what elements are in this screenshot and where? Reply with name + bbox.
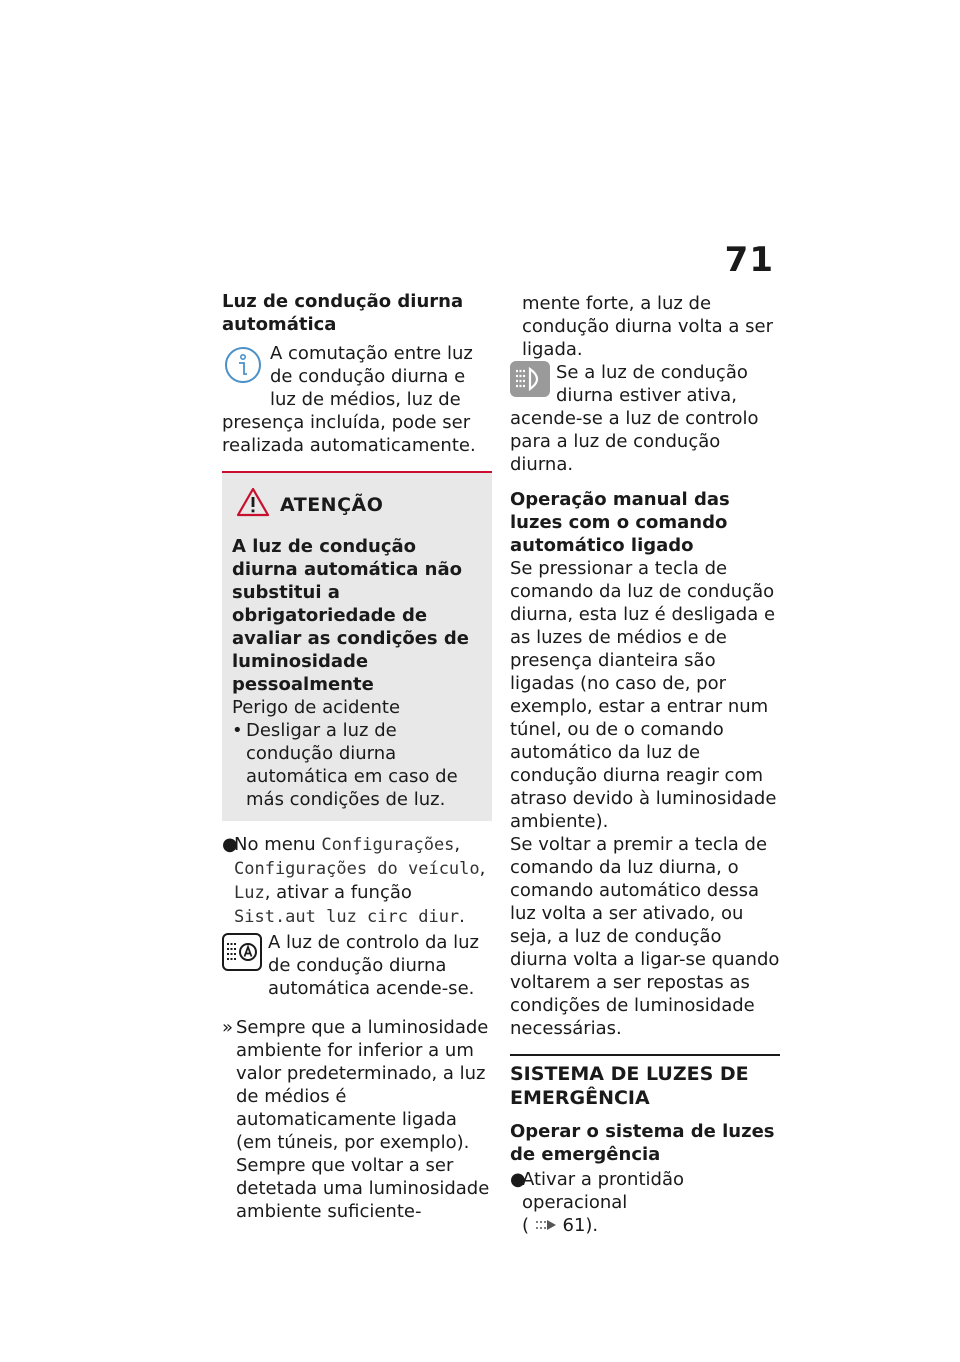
step-menu xyxy=(222,833,492,929)
menu-configuracoes-veiculo: Configurações do veículo xyxy=(234,859,480,879)
warning-bold-text: A luz de condução diurna automática não substitui a obrigatoriedade de avaliar as condições de luminosidade pessoalmente xyxy=(232,536,470,695)
manual-text-1: Se pressionar a tecla de comando da luz de condução diurna, esta luz é desligada e as luzes de médios e de presença dianteira são ligadas (no caso de, por exemplo, estar a entrar num túnel, ou de o comando automático da luz de condução diurna reagir com atraso devido à luminosidade ambiente). xyxy=(510,558,777,832)
warning-bullet: • Desligar a luz de condução diurna automática em caso de más condições de luz. xyxy=(232,719,482,811)
info-icon xyxy=(222,344,264,392)
sub-heading-emergency: Operar o sistema de luzes de emergência xyxy=(510,1121,775,1165)
warning-header xyxy=(236,487,482,523)
menu-configuracoes: Configurações xyxy=(321,835,455,855)
result-mark: » xyxy=(222,1017,234,1038)
step-bullet: ● xyxy=(222,834,238,855)
left-column xyxy=(222,290,492,1223)
menu-luz: Luz xyxy=(234,883,265,903)
section-heading-auto-drl: Luz de condução diurna automática xyxy=(222,291,464,335)
step-sep: , xyxy=(479,858,486,879)
step-readiness xyxy=(510,1168,780,1237)
ref-close: ). xyxy=(585,1215,599,1236)
info-text: A comutação entre luz de condução diurna e luz de médios, luz de presença incluída, pode ser realizada automaticamente. xyxy=(222,343,476,456)
auto-daytime-light-indicator-icon xyxy=(222,933,262,977)
warning-title: ATENÇÃO xyxy=(280,493,384,516)
drl-indicator-note xyxy=(510,361,780,476)
page-number: 71 xyxy=(724,240,774,280)
step-mid: , ativar a função xyxy=(264,882,412,903)
auto-drl-indicator-text: A luz de controlo da luz de condução diurna automática acende-se. xyxy=(268,932,479,999)
drl-indicator-text: Se a luz de condução diurna estiver ativa, acende-se a luz de controlo para a luz de condução diurna. xyxy=(510,362,759,475)
warning-bullets xyxy=(232,719,482,811)
ref-open: ( xyxy=(522,1215,530,1236)
right-column xyxy=(510,292,780,1237)
warning-triangle-icon xyxy=(236,487,270,523)
info-note xyxy=(222,342,492,457)
warning-hazard: Perigo de acidente xyxy=(232,697,401,718)
step-prefix: No menu xyxy=(234,834,322,855)
step-readiness-text: Ativar a prontidão operacional xyxy=(522,1169,684,1213)
daytime-light-indicator-icon xyxy=(510,361,550,403)
manual-operation-heading: Operação manual das luzes com o comando automático ligado xyxy=(510,489,730,556)
result-note xyxy=(222,1016,492,1223)
menu-sist-aut-luz: Sist.aut luz circ diur xyxy=(234,907,460,927)
step-bullet: ● xyxy=(510,1169,526,1190)
result-text: Sempre que a luminosidade ambiente for inferior a um valor predeterminado, a luz de médios é automaticamente ligada (em túneis, por exemplo). Sempre que voltar a ser detetada uma luminosidade ambiente suficiente- xyxy=(236,1017,490,1222)
ref-page[interactable]: 61 xyxy=(562,1215,586,1236)
manual-text-2: Se voltar a premir a tecla de comando da luz diurna, o comando automático dessa luz volta a ser ativado, ou seja, a luz de condução diurna volta a ligar-se quando voltarem a ser repostas as condições de luminosidade necessárias. xyxy=(510,834,780,1039)
step-sep: , xyxy=(454,834,461,855)
warning-box xyxy=(222,471,492,821)
section-divider xyxy=(510,1054,780,1110)
step-end: . xyxy=(459,906,465,927)
continuation-text: mente forte, a luz de condução diurna volta a ser ligada. xyxy=(522,293,773,360)
auto-drl-indicator-note xyxy=(222,931,492,1000)
section-title-emergency: SISTEMA DE LUZES DE EMERGÊNCIA xyxy=(510,1063,749,1109)
page-reference-arrow-icon xyxy=(529,1215,562,1236)
